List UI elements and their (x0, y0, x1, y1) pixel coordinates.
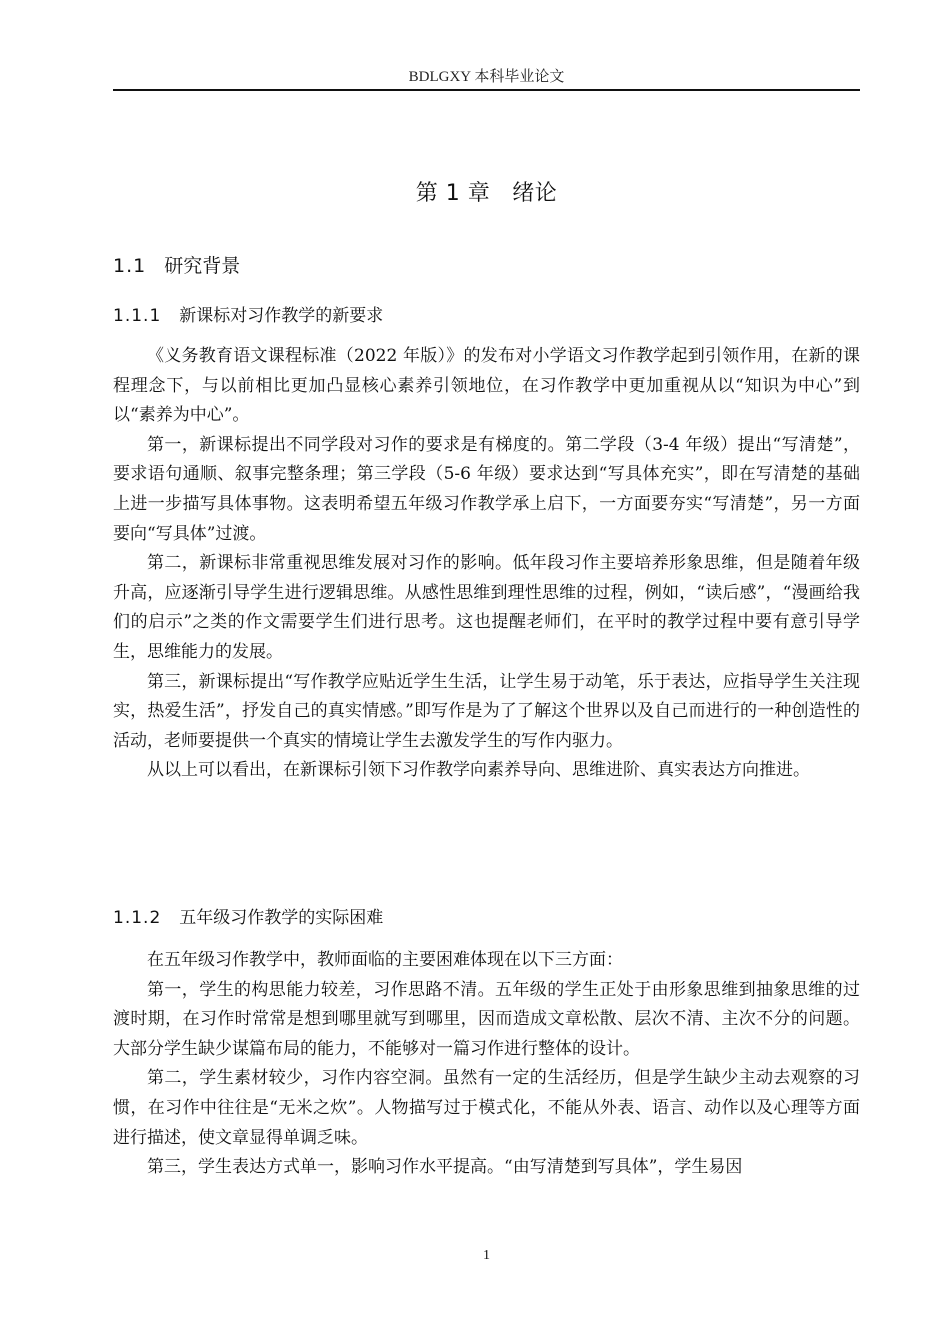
subsection-body-1-1-1 (113, 342, 860, 786)
page-number: 1 (483, 1248, 490, 1263)
paragraph: 第三，新课标提出“写作教学应贴近学生生活，让学生易于动笔，乐于表达，应指导学生关注现实，热爱生活”，抒发自己的真实情感。”即写作是为了了解这个世界以及自己而进行的一种创造性的活动，老师要提供一个真实的情境让学生去激发学生的写作内驱力。 (113, 671, 860, 751)
header-rule (113, 89, 860, 91)
paragraph: 第一，学生的构思能力较差，习作思路不清。五年级的学生正处于由形象思维到抽象思维的过渡时期，在习作时常常是想到哪里就写到哪里，因而造成文章松散、层次不清、主次不分的问题。大部分学生缺少谋篇布局的能力，不能够对一篇习作进行整体的设计。 (113, 979, 860, 1059)
paragraph: 在五年级习作教学中，教师面临的主要困难体现在以下三方面： (147, 950, 623, 970)
paragraph: 《义务教育语文课程标准（2022 年版）》的发布对小学语文习作教学起到引领作用，在新的课程理念下，与以前相比更加凸显核心素养引领地位，在习作教学中更加重视从以“知识为中心”到以“素养为中心”。 (113, 346, 860, 426)
subsection-body-1-1-2 (113, 946, 860, 1183)
chapter-number: 第 1 章 (415, 181, 491, 206)
subsection-number: 1.1.2 (113, 908, 162, 928)
running-header: BDLGXY 本科毕业论文 (408, 69, 565, 85)
paragraph: 第二，新课标非常重视思维发展对习作的影响。低年段习作主要培养形象思维，但是随着年级升高，应逐渐引导学生进行逻辑思维。从感性思维到理性思维的过程，例如，“读后感”，“漫画给我们的启示”之类的作文需要学生们进行思考。这也提醒老师们，在平时的教学过程中要有意引导学生，思维能力的发展。 (113, 553, 860, 662)
paragraph: 第一，新课标提出不同学段对习作的要求是有梯度的。第二学段（3-4 年级）提出“写清楚”，要求语句通顺、叙事完整条理；第三学段（5-6 年级）要求达到“写具体充实”，即在写清楚的基础上进一步描写具体事物。这表明希望五年级习作教学承上启下，一方面要夯实“写清楚”，另一方面要向“写具体”过渡。 (113, 434, 860, 544)
subsection-title: 新课标对习作教学的新要求 (179, 306, 384, 326)
paragraph: 第二，学生素材较少，习作内容空洞。虽然有一定的生活经历，但是学生缺少主动去观察的习惯，在习作中往往是“无米之炊”。人物描写过于模式化，不能从外表、语言、动作以及心理等方面进行描述，使文章显得单调乏味。 (113, 1068, 860, 1148)
section-title: 研究背景 (164, 255, 241, 277)
subsection-number: 1.1.1 (113, 306, 162, 326)
paragraph: 第三，学生表达方式单一，影响习作水平提高。“由写清楚到写具体”，学生易因 (147, 1157, 743, 1178)
subsection-heading-1-1-2 (113, 905, 383, 931)
subsection-heading-1-1-1 (113, 303, 383, 329)
paragraph: 从以上可以看出，在新课标引领下习作教学向素养导向、思维进阶、真实表达方向推进。 (147, 760, 810, 781)
section-number: 1.1 (113, 255, 147, 277)
chapter-title (113, 178, 860, 210)
subsection-title: 五年级习作教学的实际困难 (179, 908, 384, 928)
chapter-name: 绪论 (512, 181, 558, 206)
section-heading-1-1 (113, 252, 240, 280)
